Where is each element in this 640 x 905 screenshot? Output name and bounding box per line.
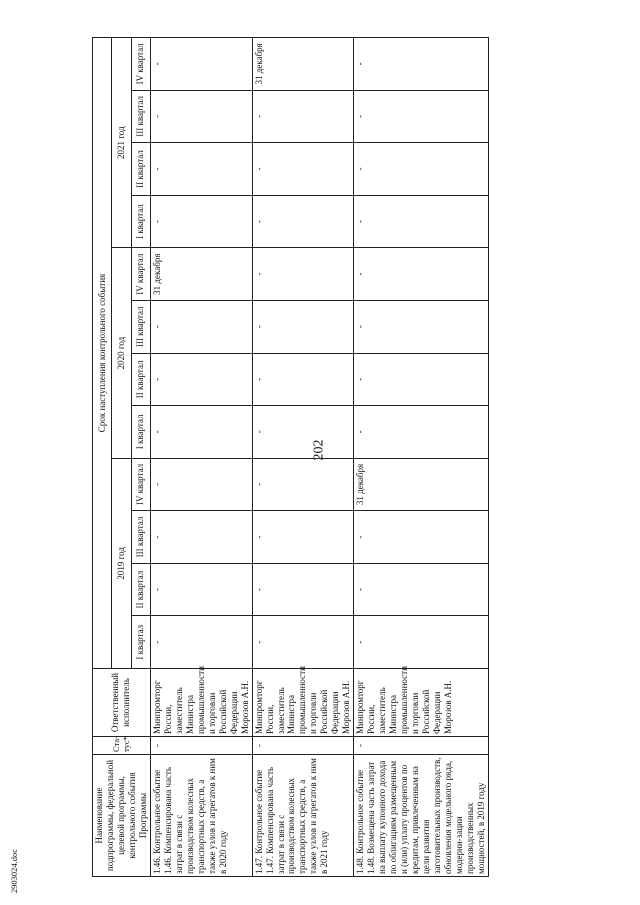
header-quarter: I квартал bbox=[131, 406, 150, 459]
table-row bbox=[354, 38, 489, 877]
quarter-cell: - bbox=[150, 90, 252, 143]
event-name: Контрольное событие 1.46. Компенсирована часть затрат в связи с производством колесных транспортных средств, а также узлов и агрегатов к ним в 2020 году bbox=[151, 758, 228, 874]
quarter-cell: - bbox=[354, 195, 489, 248]
header-quarter: II квартал bbox=[131, 143, 150, 196]
quarter-cell: - bbox=[252, 195, 354, 248]
rotated-table-page bbox=[92, 37, 612, 877]
header-quarter: III квартал bbox=[131, 90, 150, 143]
table-body bbox=[150, 38, 488, 877]
quarter-cell: - bbox=[354, 90, 489, 143]
page-number: 202 bbox=[311, 439, 327, 461]
header-status: Ста-тус* bbox=[93, 737, 151, 755]
event-number: 1.47. bbox=[253, 856, 264, 874]
header-quarter: I квартал bbox=[131, 616, 150, 669]
event-number: 1.48. bbox=[355, 856, 366, 874]
quarter-cell: - bbox=[252, 563, 354, 616]
quarter-cell: - bbox=[354, 353, 489, 406]
quarter-cell: - bbox=[252, 511, 354, 564]
quarter-cell: - bbox=[252, 248, 354, 301]
responsible-cell: Минпромторг России, заместитель Министра промышленности и торговли Российской Федерации Морозов А.Н. bbox=[150, 669, 252, 737]
header-year-2021: 2021 год bbox=[112, 38, 131, 248]
event-name-cell bbox=[150, 755, 252, 877]
quarter-cell: - bbox=[354, 563, 489, 616]
quarter-cell: - bbox=[150, 563, 252, 616]
event-name-cell bbox=[252, 755, 354, 877]
quarter-cell: - bbox=[354, 511, 489, 564]
status-cell: - bbox=[252, 737, 354, 755]
quarter-cell: - bbox=[354, 300, 489, 353]
responsible-cell: Минпромторг России, заместитель Министра промышленности и торговли Российской Федерации Морозов А.Н. bbox=[354, 669, 489, 737]
header-name: Наименование подпрограммы, федеральной целевой программы, контрольного события Программы bbox=[93, 755, 151, 877]
event-name: Контрольное событие 1.48. Возмещена часть затрат на выплату купонного дохода по облигациям размещенным и (или) уплату процентов по кредитам, привлеченным на цели развития заготовительных производств, обновления модельного ряда, модерни-зации производственных мощностей, в 2019 году bbox=[355, 757, 486, 874]
quarter-cell: - bbox=[354, 616, 489, 669]
quarter-cell: - bbox=[150, 511, 252, 564]
header-quarter: I квартал bbox=[131, 195, 150, 248]
event-number: 1.46. bbox=[151, 856, 162, 874]
header-year-2019: 2019 год bbox=[112, 458, 131, 668]
quarter-cell: - bbox=[150, 195, 252, 248]
quarter-cell: - bbox=[354, 406, 489, 459]
quarter-cell: - bbox=[150, 406, 252, 459]
header-quarter: IV квартал bbox=[131, 38, 150, 91]
quarter-cell: - bbox=[354, 248, 489, 301]
event-name: Контрольное событие 1.47. Компенсирована часть затрат в связи с производством колесных транспортных средств, а также узлов и агрегатов к ним в 2021 году bbox=[253, 758, 330, 874]
header-quarter: II квартал bbox=[131, 563, 150, 616]
quarter-cell: - bbox=[150, 300, 252, 353]
quarter-cell: - bbox=[150, 616, 252, 669]
quarter-cell: - bbox=[252, 616, 354, 669]
quarter-cell: - bbox=[252, 458, 354, 511]
quarter-cell: - bbox=[354, 38, 489, 91]
table-row bbox=[252, 38, 354, 877]
quarter-cell: - bbox=[150, 353, 252, 406]
quarter-cell: 31 декабря bbox=[252, 38, 354, 91]
quarter-cell: - bbox=[150, 143, 252, 196]
quarter-cell: - bbox=[252, 143, 354, 196]
quarter-cell: 31 декабря bbox=[150, 248, 252, 301]
quarter-cell: - bbox=[252, 300, 354, 353]
quarter-cell: - bbox=[252, 406, 354, 459]
event-name-cell bbox=[354, 755, 489, 877]
control-events-table bbox=[92, 37, 489, 877]
responsible-cell: Минпромторг России, заместитель Министра промышленности и торговли Российской Федерации Морозов А.Н. bbox=[252, 669, 354, 737]
status-cell: - bbox=[150, 737, 252, 755]
quarter-cell: - bbox=[150, 38, 252, 91]
quarter-cell: 31 декабря bbox=[354, 458, 489, 511]
header-quarter: IV квартал bbox=[131, 458, 150, 511]
status-cell: - bbox=[354, 737, 489, 755]
header-quarter: III квартал bbox=[131, 511, 150, 564]
header-responsible: Ответственный исполнитель bbox=[93, 669, 151, 737]
header-quarter: II квартал bbox=[131, 353, 150, 406]
table-row bbox=[150, 38, 252, 877]
document-id: 2903024.doc bbox=[9, 848, 20, 894]
quarter-cell: - bbox=[252, 353, 354, 406]
quarter-cell: - bbox=[150, 458, 252, 511]
header-quarter: IV квартал bbox=[131, 248, 150, 301]
header-quarter: III квартал bbox=[131, 300, 150, 353]
quarter-cell: - bbox=[354, 143, 489, 196]
header-year-2020: 2020 год bbox=[112, 248, 131, 458]
quarter-cell: - bbox=[252, 90, 354, 143]
header-deadline: Срок наступления контрольного события bbox=[93, 38, 112, 669]
